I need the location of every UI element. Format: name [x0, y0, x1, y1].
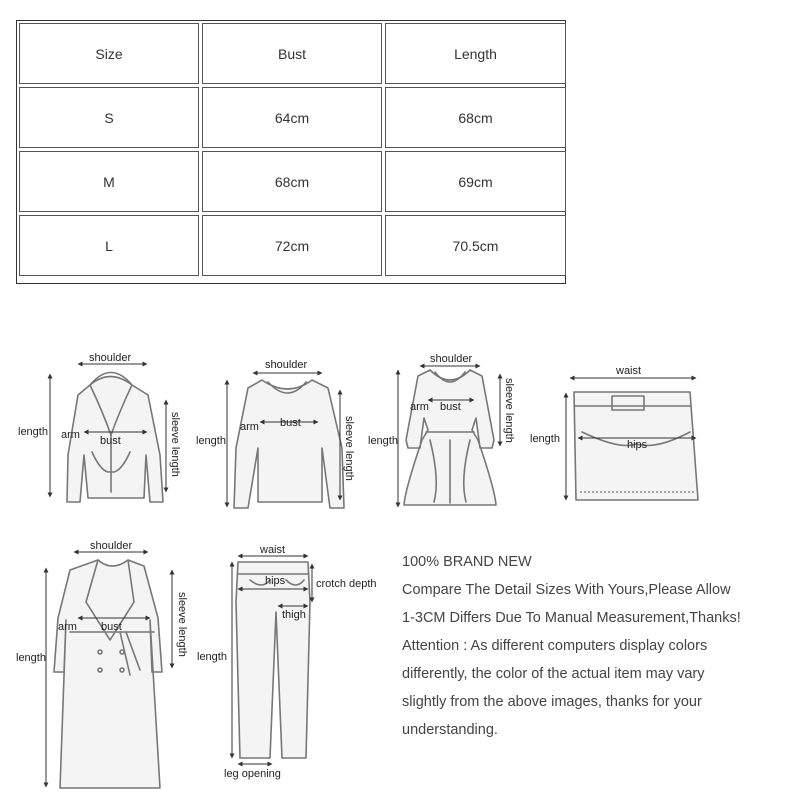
row-m-length: 69cm — [385, 151, 566, 212]
skirt-length-label: length — [530, 433, 560, 445]
pants-leg-opening-label: leg opening — [224, 768, 281, 780]
coat-sleeve-label: sleeve length — [176, 592, 188, 657]
skirt-waist-label: waist — [616, 365, 642, 377]
sweater-sleeve-label: sleeve length — [343, 416, 355, 481]
row-l-length: 70.5cm — [385, 215, 566, 276]
dress-bust-label: bust — [440, 401, 461, 413]
row-l-bust: 72cm — [202, 215, 382, 276]
row-s-length: 68cm — [385, 87, 566, 148]
sweater-body — [234, 380, 344, 508]
pants-hips-label: hips — [265, 575, 286, 587]
header-size: Size — [19, 23, 199, 84]
header-length: Length — [385, 23, 566, 84]
hoodie-diagram — [18, 352, 181, 502]
dress-sleeve-label: sleeve length — [503, 378, 515, 443]
dress-length-label: length — [368, 435, 398, 447]
dress-shoulder-label: shoulder — [430, 353, 473, 365]
row-l-size: L — [19, 215, 199, 276]
attention-text-line-3: slightly from the above images, thanks for your — [402, 694, 702, 710]
attention-text-line-2: differently, the color of the actual item may vary — [402, 666, 705, 682]
sweater-length-label: length — [196, 435, 226, 447]
hoodie-arm-label: arm — [61, 429, 80, 441]
coat-length-label: length — [16, 652, 46, 664]
compare-text-line-2: 1-3CM Differs Due To Manual Measurement,Thanks! — [402, 610, 741, 626]
hoodie-sleeve-label: sleeve length — [169, 412, 181, 477]
row-s-bust: 64cm — [202, 87, 382, 148]
row-s-size: S — [19, 87, 199, 148]
coat-arm-label: arm — [58, 621, 77, 633]
pants-diagram — [197, 544, 377, 780]
product-notes — [402, 548, 797, 744]
sweater-bust-label: bust — [280, 417, 301, 429]
size-table — [16, 20, 566, 284]
attention-text-line-4: understanding. — [402, 722, 498, 738]
row-m-bust: 68cm — [202, 151, 382, 212]
hoodie-length-label: length — [18, 426, 48, 438]
pants-body — [236, 562, 310, 758]
skirt-hips-label: hips — [627, 439, 648, 451]
coat-diagram — [16, 540, 188, 788]
sweater-diagram — [196, 359, 355, 508]
row-m-size: M — [19, 151, 199, 212]
coat-bust-label: bust — [101, 621, 122, 633]
coat-body — [54, 560, 162, 788]
coat-shoulder-label: shoulder — [90, 540, 133, 552]
pants-thigh-label: thigh — [282, 609, 306, 621]
attention-text-line-1: Attention : As different computers display colors — [402, 638, 708, 654]
dress-diagram — [368, 353, 515, 505]
brand-new-text: 100% BRAND NEW — [402, 554, 532, 570]
hoodie-bust-label: bust — [100, 435, 121, 447]
skirt-diagram — [530, 365, 698, 500]
pants-length-label: length — [197, 651, 227, 663]
sweater-arm-label: arm — [240, 421, 259, 433]
sweater-shoulder-label: shoulder — [265, 359, 308, 371]
hoodie-shoulder-label: shoulder — [89, 352, 132, 364]
pants-waist-label: waist — [260, 544, 286, 556]
header-bust: Bust — [202, 23, 382, 84]
pants-crotch-label: crotch depth — [316, 578, 377, 590]
dress-arm-label: arm — [410, 401, 429, 413]
compare-text-line-1: Compare The Detail Sizes With Yours,Please Allow — [402, 582, 731, 598]
